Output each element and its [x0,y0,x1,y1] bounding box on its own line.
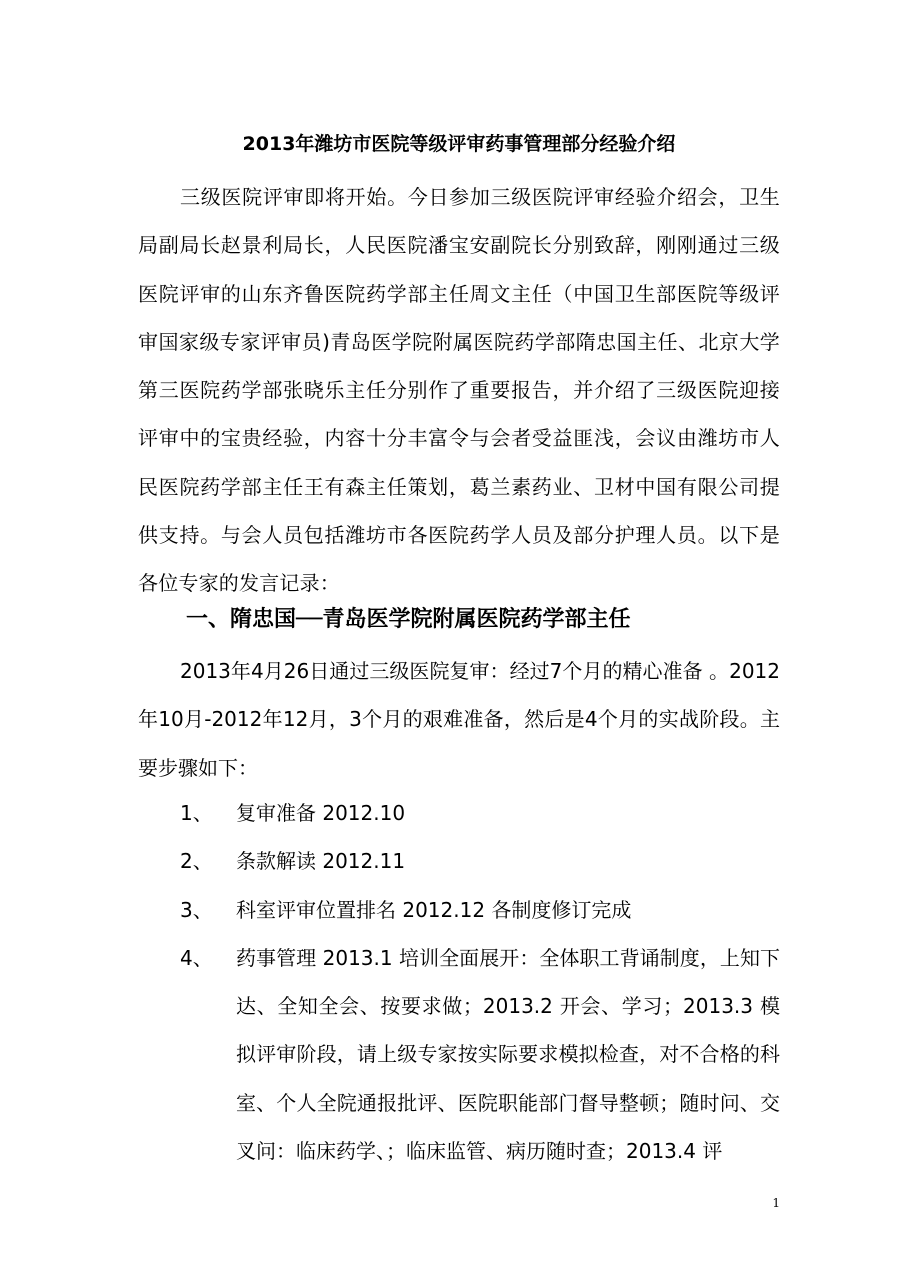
list-item-number: 1、 [180,801,213,825]
list-item [138,837,780,885]
list-item-number: 2、 [180,849,213,874]
list-item-number: 4、 [180,945,213,970]
document-title: 2013年潍坊市医院等级评审药事管理部分经验介绍 [242,133,676,155]
list-item-text: 药事管理 2013.1 培训全面展开：全体职工背诵制度，上知下达、全知全会、按要求做；2013.2 开会、学习；2013.3 模拟评审阶段，请上级专家按实际要求模拟检查，对不合格的科室、个人全院通报批评、医院职能部门督导整顿；随时问、交叉问：临床药学、；临床监管、病历随时查；2013.4 评 [236,945,780,1164]
list-item [138,789,780,837]
page-number: 1 [772,1196,780,1210]
list-item-number: 3、 [180,897,213,922]
list-item-text: 科室评审位置排名 2012.12 各制度修订完成 [236,897,632,922]
steps-list [138,789,780,1175]
list-item-text: 条款解读 2012.11 [236,849,406,874]
section-heading: 一、隋忠国──青岛医学院附属医院药学部主任 [186,607,631,632]
list-item-text: 复审准备 2012.10 [236,801,406,825]
intro-paragraph: 三级医院评审即将开始。今日参加三级医院评审经验介绍会，卫生局副局长赵景利局长，人民医院潘宝安副院长分别致辞，刚刚通过三级医院评审的山东齐鲁医院药学部主任周文主任（中国卫生部医院等级评审国家级专家评审员)青岛医学院附属医院药学部隋忠国主任、北京大学第三医院药学部张晓乐主任分别作了重要报告，并介绍了三级医院迎接评审中的宝贵经验，内容十分丰富令与会者受益匪浅，会议由潍坊市人民医院药学部主任王有森主任策划，葛兰素药业、卫材中国有限公司提供支持。与会人员包括潍坊市各医院药学人员及部分护理人员。以下是各位专家的发言记录： [138,185,780,596]
list-item [138,934,780,1175]
section-paragraph: 2013年4月26日通过三级医院复审：经过7个月的精心准备 。2012年10月-2012年12月，3个月的艰难准备，然后是4个月的实战阶段。主要步骤如下： [138,659,780,780]
list-item [138,886,780,934]
